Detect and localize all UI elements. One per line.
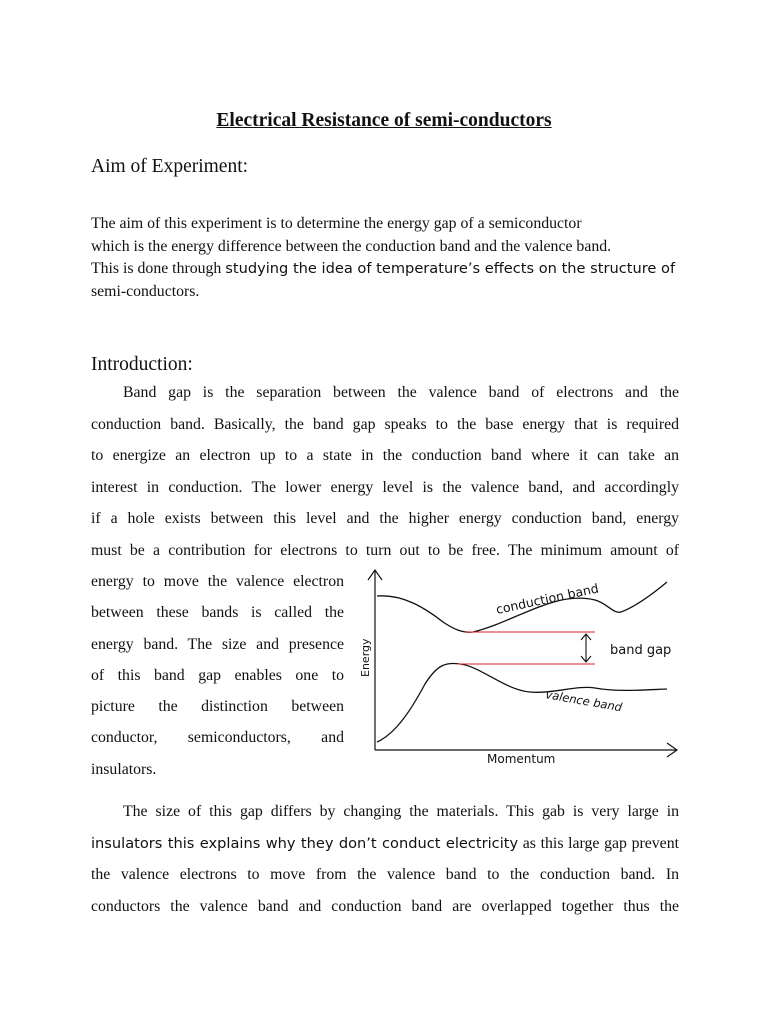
intro-wrap-line: energy to move the valence electron xyxy=(91,573,344,590)
intro-line: if a hole exists between this level and the higher energy conduction band, energy xyxy=(91,510,679,527)
aim-line-part: studying the idea of temperature’s effects on the structure of xyxy=(225,260,676,277)
introduction-paragraph xyxy=(91,377,679,566)
page-title: Electrical Resistance of semi-conductors xyxy=(216,110,552,131)
intro-line: to energize an electron up to a state in the conduction band where it can take an xyxy=(91,447,679,464)
gap-line: the valence electrons to move from the valence band to the conduction band. In xyxy=(91,866,679,883)
band-gap-arrow-icon xyxy=(581,634,591,662)
intro-wrap-line: insulators. xyxy=(91,760,157,778)
x-axis-label: Momentum xyxy=(487,752,556,766)
intro-wrap-line: of this band gap enables one to xyxy=(91,666,344,684)
aim-line: semi-conductors. xyxy=(91,282,200,300)
valence-band-label: valence band xyxy=(544,687,624,715)
intro-wrap-line: energy band. The size and presence xyxy=(91,635,344,653)
introduction-heading: Introduction: xyxy=(91,354,193,375)
band-gap-label: band gap xyxy=(610,643,672,658)
intro-line: Band gap is the separation between the valence band of electrons and the xyxy=(123,384,679,401)
valence-band-curve xyxy=(377,663,667,742)
intro-wrap-paragraph xyxy=(91,566,344,785)
intro-line: interest in conduction. The lower energy level is the valence band, and accordingly xyxy=(91,478,679,496)
intro-wrap-line: picture the distinction between xyxy=(91,698,344,716)
intro-wrap-line: between these bands is called the xyxy=(91,604,344,622)
gap-line: conductors the valence band and conduction band are overlapped together thus the xyxy=(91,897,679,915)
aim-line: which is the energy difference between the conduction band and the valence band. xyxy=(91,237,612,255)
aim-line-part: This is done through xyxy=(91,260,226,277)
band-gap-diagram xyxy=(355,562,685,772)
gap-line xyxy=(91,828,679,860)
gap-line-part: as this large gap prevent xyxy=(518,834,679,852)
aim-heading: Aim of Experiment: xyxy=(91,156,249,177)
conduction-band-label: conduction band xyxy=(494,580,600,617)
gap-line-part: insulators this explains why they don’t conduct electricity xyxy=(91,834,519,852)
gap-line: The size of this gap differs by changing the materials. This gab is very large in xyxy=(123,803,679,820)
aim-line: The aim of this experiment is to determine the energy gap of a semiconductor xyxy=(91,215,582,232)
intro-line: conduction band. Basically, the band gap speaks to the base energy that is required xyxy=(91,415,679,433)
aim-paragraph xyxy=(91,213,679,303)
intro-wrap-line: conductor, semiconductors, and xyxy=(91,729,344,747)
band-gap-paragraph xyxy=(91,796,679,922)
intro-line: must be a contribution for electrons to turn out to be free. The minimum amount of xyxy=(91,541,679,559)
y-axis-label: Energy xyxy=(359,638,372,677)
aim-line xyxy=(91,258,679,281)
